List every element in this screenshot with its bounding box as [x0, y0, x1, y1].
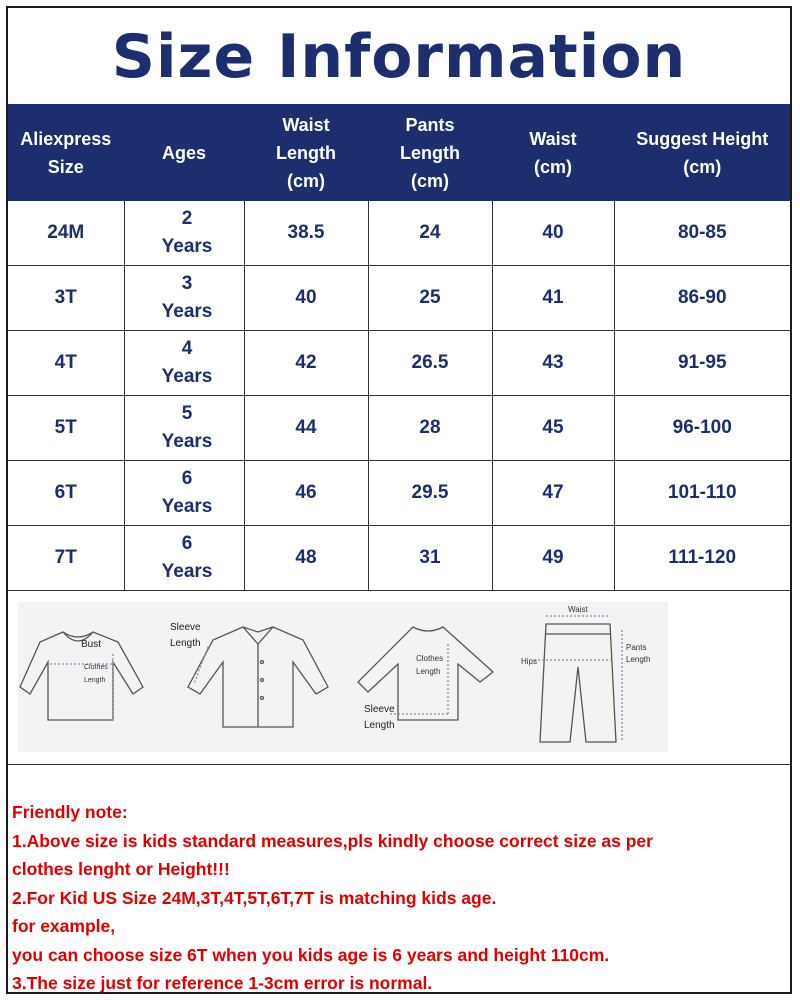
pants-length-cell: 31 [368, 526, 492, 591]
age-cell [124, 526, 244, 591]
friendly-note [12, 798, 786, 998]
waist-cell: 49 [492, 526, 614, 591]
size-cell: 6T [8, 461, 124, 526]
pants-label: Pants [626, 643, 647, 652]
age-unit: Years [161, 301, 213, 322]
age-unit: Years [161, 431, 213, 452]
pants-length-cell: 24 [368, 201, 492, 266]
height-cell: 101-110 [614, 461, 790, 526]
column-header [124, 105, 244, 201]
page-title: Size Information [111, 22, 687, 92]
sleeve-length-label: Length [170, 638, 201, 649]
size-cell: 24M [8, 201, 124, 266]
age-number: 4 [181, 338, 193, 359]
header-text: Ages [161, 142, 206, 163]
header-text: (cm) [683, 156, 722, 177]
table-body [8, 201, 790, 591]
age-unit: Years [161, 496, 213, 517]
pants-length-cell: 26.5 [368, 331, 492, 396]
age-unit: Years [161, 236, 213, 257]
note-line: 1.Above size is kids standard measures,pls kindly choose correct size as per [12, 830, 653, 851]
size-cell: 5T [8, 396, 124, 461]
garment-sketches [18, 602, 668, 752]
sleeve-length-label-2: Length [364, 720, 395, 731]
column-header [8, 105, 124, 201]
table-row [8, 461, 790, 526]
header-text: Suggest Height [636, 128, 769, 149]
waist-cell: 40 [492, 201, 614, 266]
header-text: Pants [405, 114, 455, 135]
age-cell [124, 461, 244, 526]
note-line: clothes lenght or Height!!! [12, 859, 230, 879]
header-text: Length [400, 142, 460, 163]
note-line: for example, [12, 916, 116, 936]
note-line: 2.For Kid US Size 24M,3T,4T,5T,6T,7T is matching kids age. [12, 887, 497, 908]
header-text: Aliexpress [20, 128, 112, 149]
table-row [8, 266, 790, 331]
measurement-diagram [8, 584, 790, 765]
waist-cell: 43 [492, 331, 614, 396]
age-number: 3 [181, 273, 193, 294]
waist-cell: 45 [492, 396, 614, 461]
column-header [492, 105, 614, 201]
waist-label: Waist [568, 605, 588, 614]
bust-label: Bust [81, 639, 102, 650]
header-text: (cm) [286, 170, 325, 191]
note-line: you can choose size 6T when you kids age is 6 years and height 110cm. [12, 944, 610, 965]
age-number: 2 [181, 208, 193, 229]
size-chart-frame [6, 6, 792, 994]
waist-length-cell: 46 [244, 461, 368, 526]
waist-cell: 41 [492, 266, 614, 331]
hips-label: Hips [521, 657, 538, 666]
size-cell: 4T [8, 331, 124, 396]
size-cell: 7T [8, 526, 124, 591]
sleeve-label: Sleeve [170, 622, 201, 633]
age-number: 6 [181, 468, 193, 489]
height-cell: 111-120 [614, 526, 790, 591]
waist-length-cell: 48 [244, 526, 368, 591]
pants-length-cell: 29.5 [368, 461, 492, 526]
clothes-label-2: Clothes [416, 654, 444, 663]
pants-length-cell: 25 [368, 266, 492, 331]
height-cell: 86-90 [614, 266, 790, 331]
clothes-label: Clothes [84, 664, 108, 671]
clothes-length-label: Length [84, 677, 106, 684]
note-line: 3.The size just for reference 1-3cm error is normal. [12, 973, 433, 993]
pants-length-label: Length [626, 655, 651, 664]
age-cell [124, 266, 244, 331]
header-text: Length [276, 142, 336, 163]
waist-cell: 47 [492, 461, 614, 526]
table-row [8, 526, 790, 591]
column-header [244, 105, 368, 201]
table-row [8, 201, 790, 266]
age-number: 6 [181, 533, 193, 554]
header-text: (cm) [533, 156, 572, 177]
table-row [8, 331, 790, 396]
waist-length-cell: 42 [244, 331, 368, 396]
note-line: Friendly note: [12, 802, 128, 822]
size-cell: 3T [8, 266, 124, 331]
column-header [368, 105, 492, 201]
clothes-length-label-2: Length [416, 667, 441, 676]
age-cell [124, 331, 244, 396]
height-cell: 91-95 [614, 331, 790, 396]
waist-length-cell: 38.5 [244, 201, 368, 266]
age-cell [124, 396, 244, 461]
table-row [8, 396, 790, 461]
header-text: (cm) [410, 170, 449, 191]
waist-length-cell: 44 [244, 396, 368, 461]
age-unit: Years [161, 561, 213, 582]
sleeve-label-2: Sleeve [364, 704, 395, 715]
age-number: 5 [181, 403, 193, 424]
header-text: Waist [282, 114, 330, 135]
waist-length-cell: 40 [244, 266, 368, 331]
age-cell [124, 201, 244, 266]
pants-length-cell: 28 [368, 396, 492, 461]
header-text: Size [47, 156, 84, 177]
table-header-row [8, 105, 790, 201]
column-header [614, 105, 790, 201]
size-table [8, 104, 790, 591]
header-text: Waist [529, 128, 577, 149]
height-cell: 96-100 [614, 396, 790, 461]
age-unit: Years [161, 366, 213, 387]
height-cell: 80-85 [614, 201, 790, 266]
